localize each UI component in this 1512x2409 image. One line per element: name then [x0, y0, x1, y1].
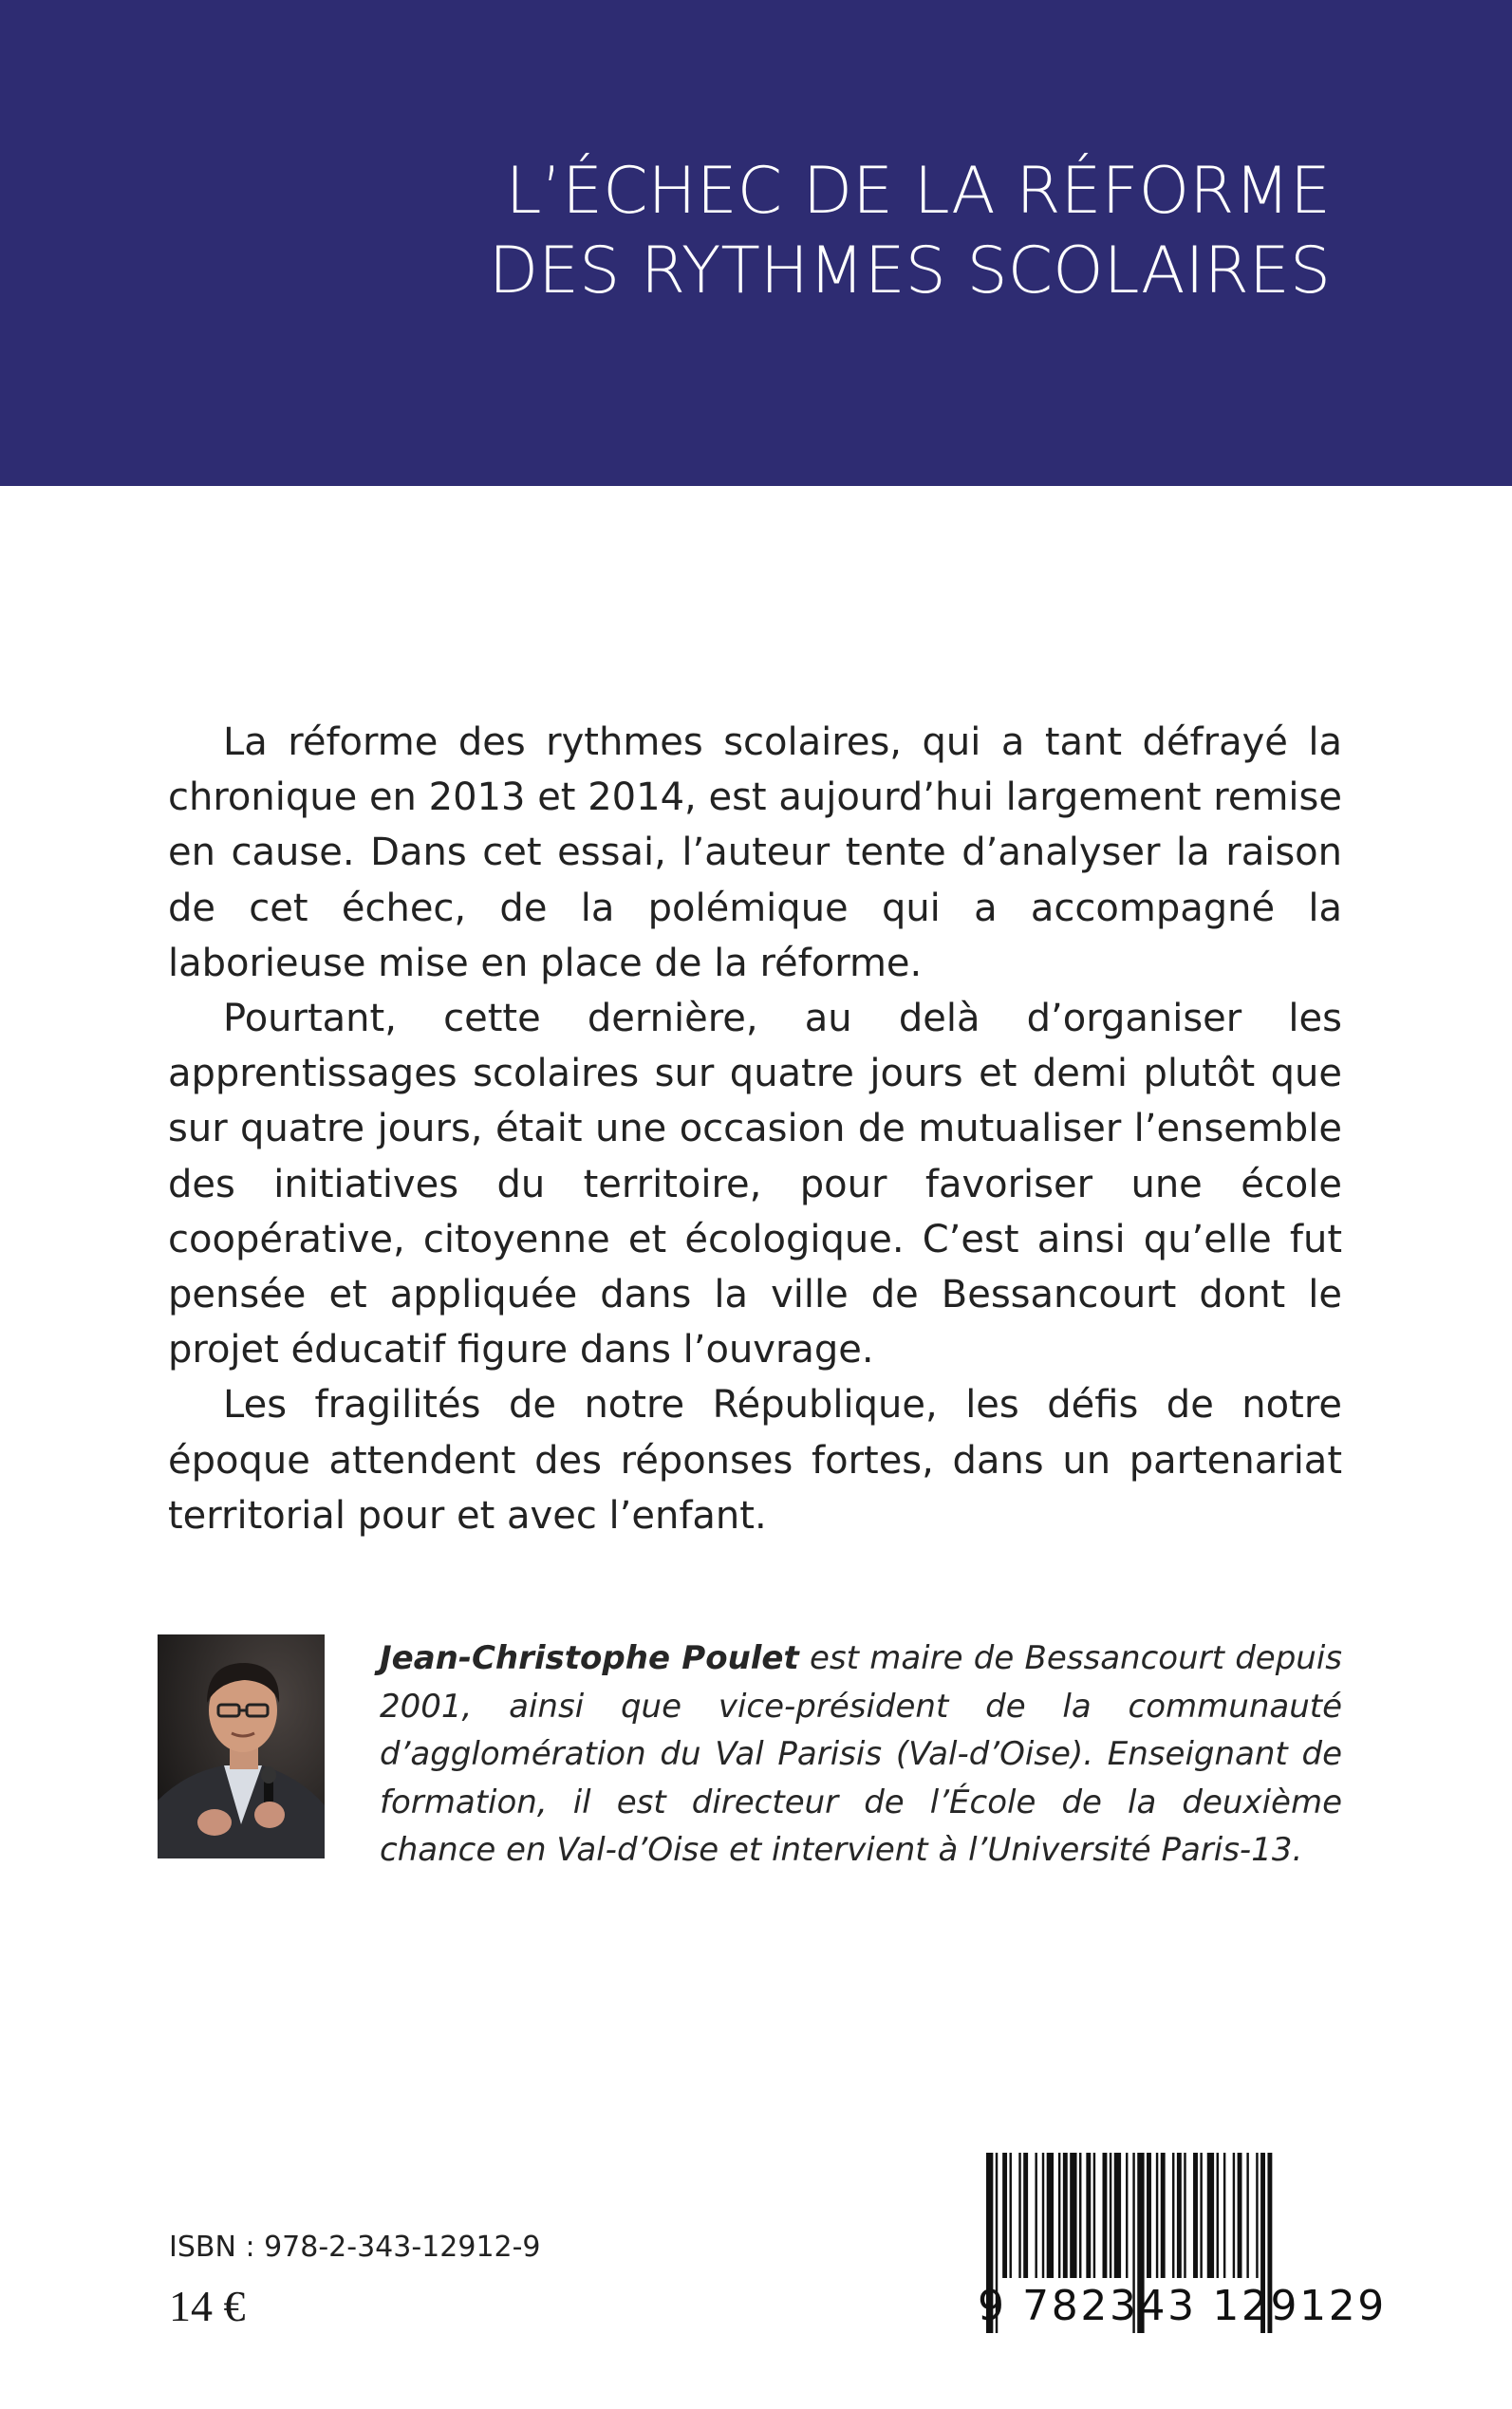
author-name: Jean-Christophe Poulet	[380, 1639, 799, 1677]
book-title-line-2: DES RYTHMES SCOLAIRES	[488, 233, 1331, 308]
isbn: ISBN : 978-2-343-12912-9	[169, 2231, 541, 2264]
barcode-digits: 9 782343 129129	[978, 2282, 1387, 2330]
book-title-line-1: L’ÉCHEC DE LA RÉFORME	[505, 154, 1331, 229]
book-title	[287, 152, 1331, 311]
cover-header-band	[0, 0, 1512, 486]
back-cover-blurb	[168, 715, 1342, 1543]
author-portrait-icon	[158, 1634, 325, 1858]
blurb-paragraph-3: Les fragilités de notre République, les défis de notre époque attendent des réponses fortes, dans un partenariat territorial pour et avec l’enfant.	[168, 1383, 1342, 1538]
author-bio-text: est maire de Bessancourt depuis 2001, ainsi que vice-président de la communauté d’agglomération du Val Parisis (Val-d’Oise). Enseignant de formation, il est directeur de l’École de la deuxième chance en Val-d’Oise et intervient à l’Université Paris-13.	[380, 1639, 1343, 1869]
price: 14 €	[169, 2282, 246, 2330]
author-bio	[380, 1634, 1342, 1875]
blurb-paragraph-1: La réforme des rythmes scolaires, qui a tant défrayé la chronique en 2013 et 2014, est aujourd’hui largement remise en cause. Dans cet essai, l’auteur tente d’analyser la raison de cet échec, de la polémique qui a accompagné la laborieuse mise en place de la réforme.	[168, 720, 1342, 985]
blurb-paragraph-2: Pourtant, cette dernière, au delà d’organiser les apprentissages scolaires sur quatre jours et demi plutôt que sur quatre jours, était une occasion de mutualiser l’ensemble des initiatives du territoire, pour favoriser une école coopérative, citoyenne et écologique. C’est ainsi qu’elle fut pensée et appliquée dans la ville de Bessancourt dont le projet éducatif figure dans l’ouvrage.	[168, 997, 1342, 1373]
author-photo	[158, 1634, 325, 1858]
